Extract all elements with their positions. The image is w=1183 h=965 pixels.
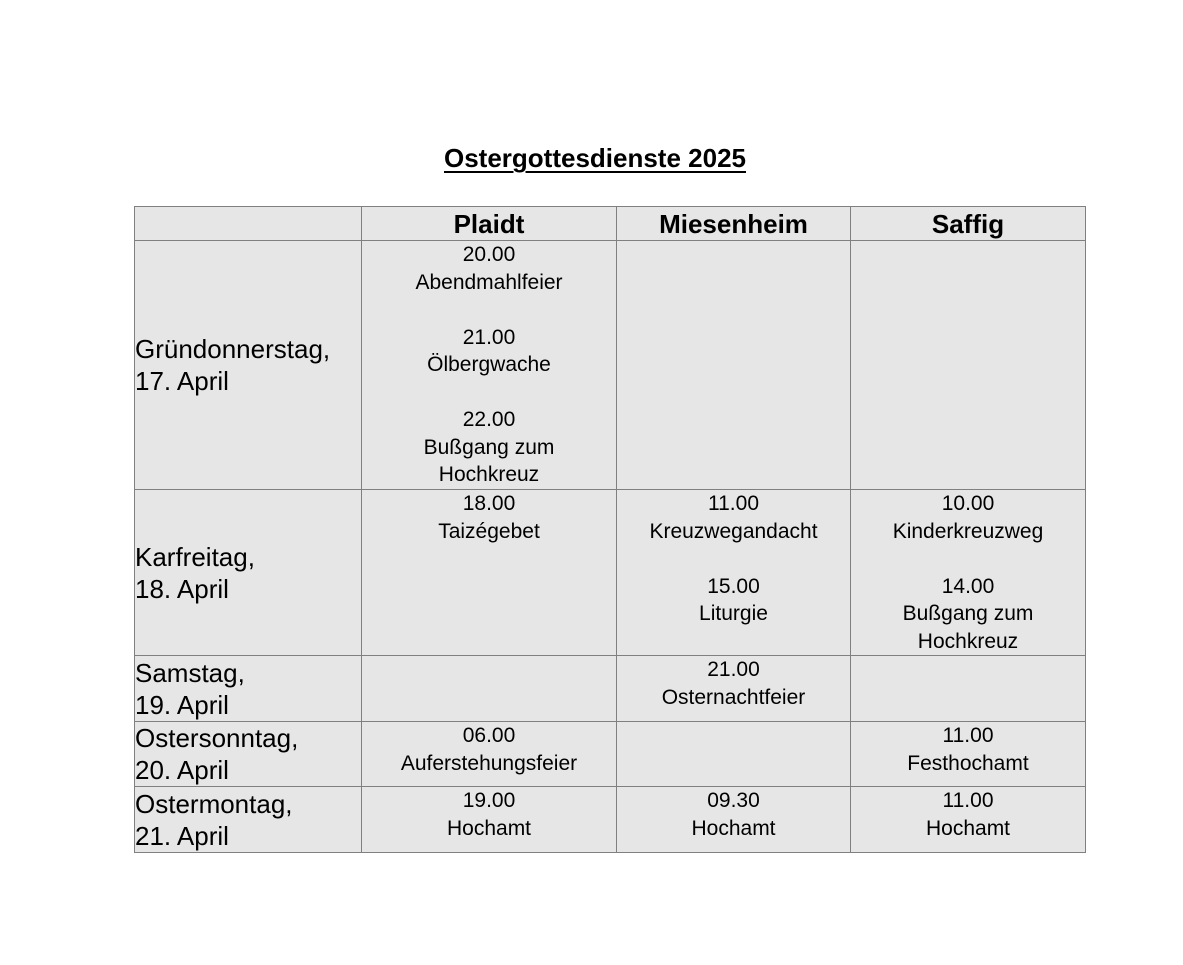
column-header-miesenheim: Miesenheim [617,207,851,241]
service-time: 20.00 [462,243,516,266]
service-description: Kreuzwegandacht [649,519,818,543]
day-cell [135,656,362,722]
service-entry [362,324,616,379]
service-time: 14.00 [941,574,995,598]
saffig-cell [851,787,1086,853]
service-description: Hochkreuz [438,463,540,486]
service-description: Liturgie [699,602,768,625]
service-entry [362,722,616,777]
table-row [135,787,1086,853]
miesenheim-cell [617,722,851,787]
service-description: Abendmahlfeier [415,270,563,294]
day-cell [135,722,362,787]
service-description: Hochkreuz [917,629,1019,653]
service-entry [851,722,1085,777]
table-row [135,490,1086,656]
day-date: 19. April [135,689,229,720]
day-name: Ostermontag, [135,788,293,819]
day-date: 21. April [135,820,229,851]
day-cell [135,787,362,853]
service-entry [362,490,616,545]
column-header-empty [135,207,362,241]
service-entry [362,241,616,296]
service-entry [851,573,1085,656]
plaidt-cell [362,722,617,787]
service-time: 21.00 [462,325,516,349]
plaidt-cell [362,656,617,722]
service-description: Bußgang zum [423,435,555,459]
service-time: 15.00 [707,574,760,598]
service-time: 11.00 [942,789,994,812]
saffig-cell [851,490,1086,656]
miesenheim-cell [617,241,851,490]
service-time: 10.00 [941,492,995,515]
service-description: Bußgang zum [902,602,1034,625]
service-description: Festhochamt [907,751,1029,775]
day-name: Gründonnerstag, [135,334,331,364]
plaidt-cell [362,787,617,853]
service-entry [617,656,850,711]
service-entry [851,787,1085,842]
service-description: Kinderkreuzweg [892,519,1044,543]
service-entry [362,406,616,489]
document-title: Ostergottesdienste 2025 [443,143,746,173]
service-description: Hochamt [446,816,532,840]
service-description: Taizégebet [438,519,540,543]
miesenheim-cell [617,787,851,853]
service-time: 11.00 [708,492,759,515]
service-entry [851,490,1085,545]
miesenheim-cell [617,490,851,656]
service-time: 09.30 [707,789,760,812]
service-time: 22.00 [462,408,516,431]
service-description: Osternachtfeier [661,685,806,709]
miesenheim-cell [617,656,851,722]
column-header-plaidt: Plaidt [362,207,617,241]
day-date: 20. April [135,755,229,785]
day-name: Ostersonntag, [135,723,299,753]
day-name: Samstag, [135,657,245,688]
column-header-saffig: Saffig [851,207,1086,241]
table-row [135,656,1086,722]
header-row [135,207,1086,241]
service-entry [617,787,850,842]
service-entry [617,573,850,628]
saffig-cell [851,656,1086,722]
day-cell [135,490,362,656]
service-description: Hochamt [925,816,1011,840]
table-row [135,722,1086,787]
plaidt-cell [362,241,617,490]
day-date: 17. April [135,366,229,396]
saffig-cell [851,722,1086,787]
service-entry [617,490,850,545]
service-time: 19.00 [462,789,516,812]
saffig-cell [851,241,1086,490]
day-date: 18. April [135,573,229,604]
service-description: Hochamt [691,816,776,840]
day-name: Karfreitag, [135,541,255,572]
service-entry [362,787,616,842]
service-time: 18.00 [462,492,516,515]
service-time: 06.00 [462,724,516,747]
service-description: Ölbergwache [427,353,551,376]
day-cell [135,241,362,490]
service-time: 21.00 [707,658,760,681]
table-row [135,241,1086,490]
service-description: Auferstehungsfeier [400,751,578,775]
service-time: 11.00 [942,724,994,747]
schedule-table [134,206,1086,853]
plaidt-cell [362,490,617,656]
